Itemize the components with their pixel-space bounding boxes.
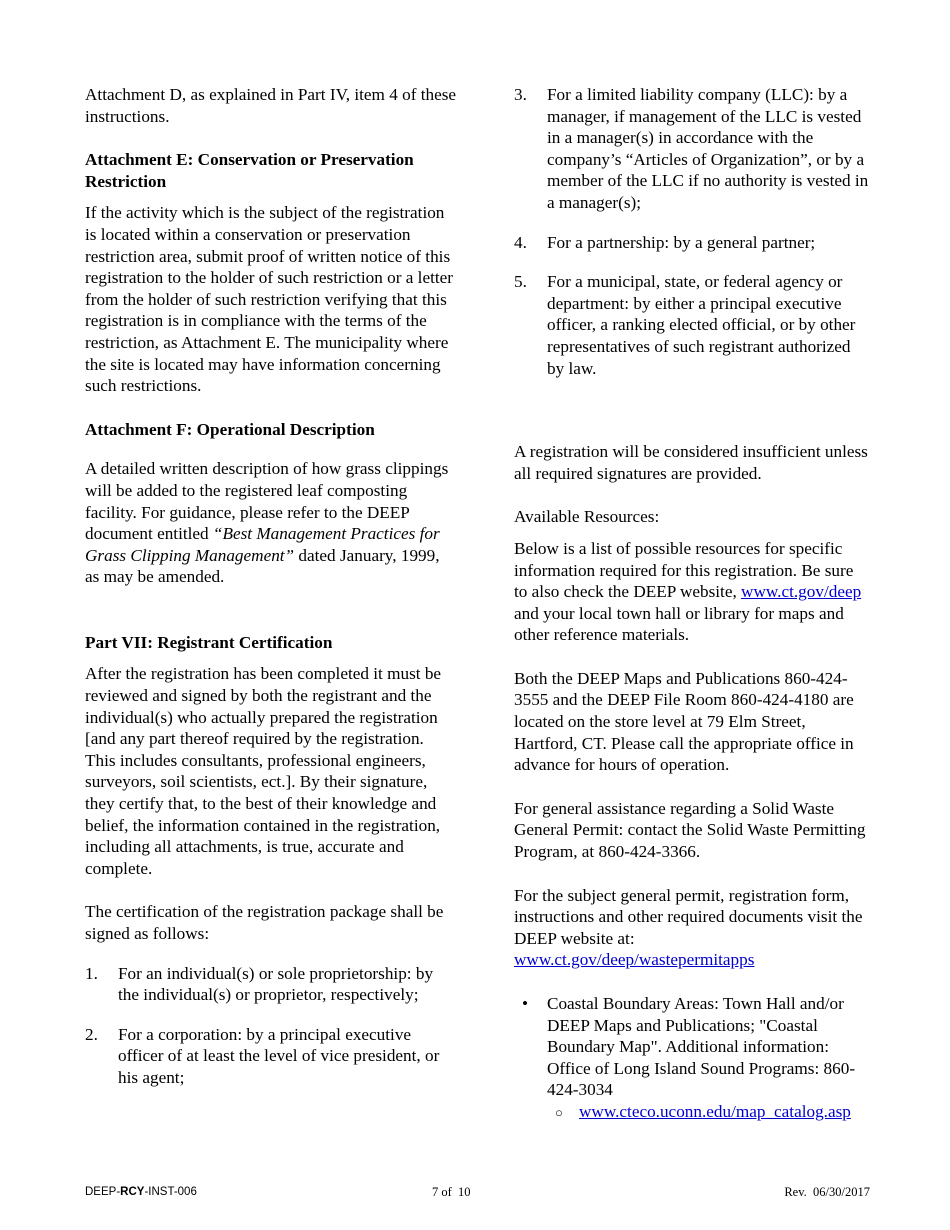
maps-publications-paragraph: Both the DEEP Maps and Publications 860-424-3555 and the DEEP File Room 860-424-4180 are located on the store level at 79 Elm Street, Hartford, CT. Please call the appropriate office in advance for hours of operation. <box>514 668 854 775</box>
list-item <box>85 963 457 1006</box>
intro-continuation-paragraph: Attachment D, as explained in Part IV, item 4 of these instructions. <box>85 85 457 126</box>
list-item-number: 1. <box>85 963 98 983</box>
spacer <box>85 879 457 901</box>
wastepermitapps-link[interactable]: www.ct.gov/deep/wastepermitapps <box>514 950 755 970</box>
page-footer <box>85 1184 870 1204</box>
available-resources-heading: Available Resources: <box>514 507 660 527</box>
list-item-text: For a corporation: by a principal executive officer of at least the level of vice president, or his agent; <box>118 1024 440 1087</box>
part-vii-heading: Part VII: Registrant Certification <box>85 632 333 652</box>
spacer <box>514 423 870 441</box>
list-item <box>547 1101 870 1123</box>
list-item-text: For a limited liability company (LLC): by a manager, if management of the LLC is vested in a manager(s) in accordance with the company’s “Articles of Organization”, or by a member of the LLC if no authority is vested in a manager(s); <box>547 85 869 212</box>
spacer <box>514 484 870 506</box>
coastal-boundary-text: Coastal Boundary Areas: Town Hall and/or DEEP Maps and Publications; "Coastal Boundary Map". Additional information: Office of Long Island Sound Programs: 860-424-3034 <box>547 994 856 1100</box>
spacer <box>85 127 457 149</box>
document-id-suffix: -INST-006 <box>144 1186 197 1198</box>
page-number: 7 of 10 <box>432 1185 471 1199</box>
document-id <box>85 1184 197 1200</box>
hollow-circle-bullet-icon: ○ <box>555 1104 563 1120</box>
spacer <box>514 379 870 423</box>
resources-intro-part2: and your local town hall or library for maps and other reference materials. <box>514 603 844 645</box>
list-item-number: 3. <box>514 85 527 104</box>
spacer <box>85 945 457 963</box>
resources-intro-paragraph <box>514 538 870 646</box>
list-item-number: 2. <box>85 1024 98 1044</box>
list-item <box>514 993 870 1123</box>
list-item-text: For a municipal, state, or federal agency or department: by either a principal executive officer, a ranking elected official, or by other representatives of such registrant authorized by law. <box>547 272 856 378</box>
spacer <box>85 653 457 663</box>
left-column <box>85 84 457 1089</box>
list-item <box>85 1024 457 1089</box>
list-item <box>514 232 870 254</box>
certification-list-left <box>85 963 457 1089</box>
spacer <box>514 646 870 668</box>
spacer <box>514 528 870 538</box>
attachment-e-heading: Attachment E: Conservation or Preservation Restriction <box>85 150 414 191</box>
spacer <box>85 397 457 419</box>
deep-website-link[interactable]: www.ct.gov/deep <box>741 582 862 602</box>
resources-bullet-list <box>514 993 870 1123</box>
list-item-text: For an individual(s) or sole proprietorship: by the individual(s) or proprietor, respectively; <box>118 963 434 1005</box>
list-item-number: 5. <box>514 272 527 292</box>
part-vii-body: After the registration has been completed it must be reviewed and signed by both the registrant and the individual(s) who actually prepared the registration [and any part thereof required by the registration. This includes consultants, professional engineers, surveyors, soil scientists, ect.]. By their signature, they certify that, to the best of their knowledge and belief, the information contained in the registration, including all attachments, is true, accurate and complete. <box>85 664 442 878</box>
attachment-f-heading: Attachment F: Operational Description <box>85 419 375 439</box>
certification-lead-in: The certification of the registration package shall be signed as follows: <box>85 902 444 943</box>
spacer <box>514 971 870 993</box>
attachment-f-italic-title: “Best Management Practices for Grass Clipping Management” <box>85 524 440 565</box>
revision-date: Rev. 06/30/2017 <box>784 1185 870 1199</box>
permit-documents-intro: For the subject general permit, registration form, instructions and other required documents visit the DEEP website at: <box>514 885 863 948</box>
general-assistance-paragraph: For general assistance regarding a Solid Waste General Permit: contact the Solid Waste Permitting Program, at 860-424-3366. <box>514 798 866 862</box>
spacer <box>514 863 870 885</box>
spacer <box>514 776 870 798</box>
list-item <box>514 271 870 379</box>
attachment-f-body <box>85 458 457 588</box>
attachment-f-body-part2: dated January, 1999, as may be amended. <box>85 545 440 587</box>
coastal-sub-list <box>547 1101 870 1123</box>
certification-list-right <box>514 84 870 379</box>
permit-documents-paragraph <box>514 885 870 971</box>
attachment-f-body-part1: A detailed written description of how grass clippings will be added to the registered leaf composting facility. For guidance, please refer to the DEEP document entitled <box>85 459 449 544</box>
spacer <box>85 192 457 202</box>
spacer <box>85 588 457 632</box>
document-id-prefix: DEEP- <box>85 1186 121 1198</box>
attachment-e-body: If the activity which is the subject of the registration is located within a conservation or preservation restriction area, submit proof of written notice of this registration to the holder of such restriction or a letter from the holder of such restriction verifying that this registration is in compliance with the terms of the restriction, as Attachment E. The municipality where the site is located may have information concerning such restrictions. <box>85 203 453 396</box>
document-id-bold-part: RCY <box>120 1186 145 1198</box>
cteco-map-catalog-link[interactable]: www.cteco.uconn.edu/map_catalog.asp <box>579 1101 851 1121</box>
list-item <box>514 84 870 214</box>
list-item-text: For a partnership: by a general partner; <box>547 232 816 252</box>
list-item-number: 4. <box>514 232 527 252</box>
resources-intro-part1: Below is a list of possible resources for specific information required for this registration. Be sure to also check the DEEP website, <box>514 538 854 602</box>
insufficient-registration-notice: A registration will be considered insufficient unless all required signatures are provided. <box>514 442 868 483</box>
bullet-icon: • <box>522 994 529 1013</box>
right-column <box>514 84 870 1123</box>
spacer <box>85 440 457 458</box>
